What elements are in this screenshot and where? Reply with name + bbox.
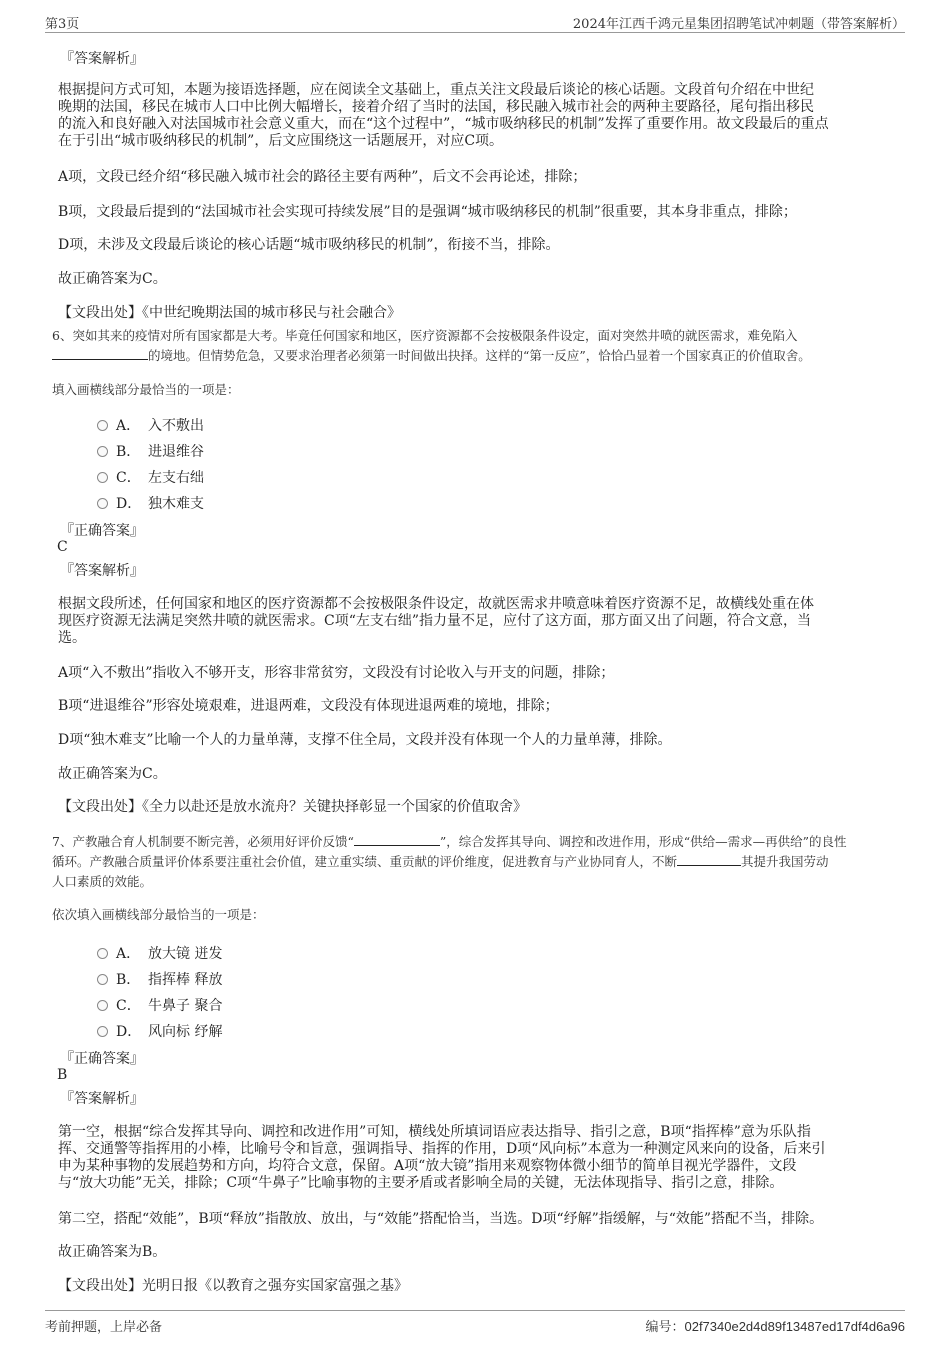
answer-value: B (57, 1067, 68, 1083)
analysis-label: 『答案解析』 (60, 563, 144, 579)
option-d[interactable]: D． 风向标 纾解 (97, 1021, 222, 1041)
footer-slogan: 考前押题，上岸必备 (45, 1320, 163, 1335)
question-prompt: 填入画横线部分最恰当的一项是： (52, 382, 240, 397)
question-prompt: 依次填入画横线部分最恰当的一项是： (52, 907, 265, 922)
radio-icon[interactable] (97, 974, 108, 985)
analysis-line: 的流入和良好融入对法国城市社会意义重大，而在“这个过程中”，“城市吸纳移民的机制”发挥了重要作用。故文段最后的重点 (58, 116, 829, 132)
question-stem: 7、产教融合育人机制要不断完善，必须用好评价反馈“ ”，综合发挥其导向、调控和改进作用，形成“供给—需求—再供给”的良性 (52, 834, 847, 849)
fill-blank (677, 853, 741, 866)
question-stem: 6、突如其来的疫情对所有国家都是大考。毕竟任何国家和地区，医疗资源都不会按极限条件设定，面对突然井喷的就医需求，难免陷入 (52, 328, 798, 343)
analysis-line: 挥、交通警等指挥用的小棒，比喻号令和旨意，强调指导、指挥的作用，D项“风向标”本意为一种测定风来向的设备，后来引 (58, 1141, 826, 1157)
analysis-line: 选。 (58, 630, 86, 646)
analysis-line: 与“放大功能”无关，排除；C项“牛鼻子”比喻事物的主要矛盾或者影响全局的关键，无法体现指导、指引之意，排除。 (58, 1175, 784, 1191)
document-title: 2024年江西千鸿元星集团招聘笔试冲刺题（带答案解析） (572, 17, 905, 32)
analysis-label: 『答案解析』 (60, 51, 144, 67)
conclusion: 故正确答案为B。 (58, 1244, 167, 1260)
analysis-line: 第二空，搭配“效能”，B项“释放”指散放、放出，与“效能”搭配恰当，当选。D项“纾解”指缓解，与“效能”搭配不当，排除。 (58, 1211, 824, 1227)
option-b[interactable]: B． 进退维谷 (97, 441, 204, 461)
option-a[interactable]: A． 入不敷出 (97, 415, 204, 435)
page-number: 第3页 (45, 17, 80, 32)
fill-blank (52, 347, 148, 360)
radio-icon[interactable] (97, 948, 108, 959)
source: 【文段出处】《中世纪晚期法国的城市移民与社会融合》 (58, 305, 401, 321)
radio-icon[interactable] (97, 472, 108, 483)
option-a[interactable]: A． 放大镜 迸发 (97, 943, 222, 963)
analysis-option-d: D项，未涉及文段最后谈论的核心话题“城市吸纳移民的机制”，衔接不当，排除。 (58, 237, 560, 253)
analysis-label: 『答案解析』 (60, 1091, 144, 1107)
analysis-option-b: B项，文段最后提到的“法国城市社会实现可持续发展”目的是强调“城市吸纳移民的机制”很重要，其本身非重点，排除； (58, 204, 797, 220)
source: 【文段出处】光明日报《以教育之强夯实国家富强之基》 (58, 1278, 408, 1294)
analysis-option-a: A项“入不敷出”指收入不够开支，形容非常贫穷，文段没有讨论收入与开支的问题，排除； (58, 665, 615, 681)
source: 【文段出处】《全力以赴还是放水流舟？关键抉择彰显一个国家的价值取舍》 (58, 799, 527, 815)
radio-icon[interactable] (97, 1000, 108, 1011)
question-stem: 的境地。但情势危急，又要求治理者必须第一时间做出抉择。这样的“第一反应”，恰恰凸显着一个国家真正的价值取舍。 (52, 346, 811, 366)
page-footer (45, 1310, 905, 1337)
option-c[interactable]: C． 左支右绌 (97, 467, 204, 487)
analysis-line: 晚期的法国，移民在城市人口中比例大幅增长，接着介绍了当时的法国，移民融入城市社会的两种主要路径，尾句指出移民 (58, 99, 814, 115)
document-code: 编号：02f7340e2d4d89f13487ed17df4d6a96 (645, 1319, 905, 1335)
analysis-line: 现医疗资源无法满足突然井喷的就医需求。C项“左支右绌”指力量不足，应付了这方面，那方面又出了问题，符合文意，当 (58, 613, 812, 629)
radio-icon[interactable] (97, 498, 108, 509)
option-c[interactable]: C． 牛鼻子 聚合 (97, 995, 222, 1015)
question-stem: 人口素质的效能。 (52, 874, 153, 889)
analysis-option-d: D项“独木难支”比喻一个人的力量单薄，支撑不住全局，文段并没有体现一个人的力量单薄，排除。 (58, 732, 672, 748)
radio-icon[interactable] (97, 420, 108, 431)
fill-blank (354, 833, 440, 846)
radio-icon[interactable] (97, 1026, 108, 1037)
analysis-line: 根据文段所述，任何国家和地区的医疗资源都不会按极限条件设定，故就医需求井喷意味着医疗资源不足，故横线处重在体 (58, 596, 814, 612)
radio-icon[interactable] (97, 446, 108, 457)
page-header (45, 10, 905, 33)
analysis-option-b: B项“进退维谷”形容处境艰难，进退两难，文段没有体现进退两难的境地，排除； (58, 698, 559, 714)
answer-label: 『正确答案』 (60, 1051, 144, 1067)
analysis-line: 在于引出“城市吸纳移民的机制”，后文应围绕这一话题展开，对应C项。 (58, 133, 504, 149)
conclusion: 故正确答案为C。 (58, 271, 167, 287)
analysis-line: 第一空，根据“综合发挥其导向、调控和改进作用”可知，横线处所填词语应表达指导、指引之意，B项“指挥棒”意为乐队指 (58, 1124, 811, 1140)
option-b[interactable]: B． 指挥棒 释放 (97, 969, 222, 989)
analysis-option-a: A项，文段已经介绍“移民融入城市社会的路径主要有两种”，后文不会再论述，排除； (58, 169, 587, 185)
question-stem: 循环。产教融合质量评价体系要注重社会价值，建立重实绩、重贡献的评价维度，促进教育与产业协同育人，不断 其提升我国劳动 (52, 854, 829, 869)
answer-value: C (57, 539, 68, 555)
analysis-line: 申为某种事物的发展趋势和方向，均符合文意，保留。A项“放大镜”指用来观察物体微小细节的简单目视光学器件，文段 (58, 1158, 797, 1174)
conclusion: 故正确答案为C。 (58, 766, 167, 782)
analysis-line: 根据提问方式可知，本题为接语选择题，应在阅读全文基础上，重点关注文段最后谈论的核心话题。文段首句介绍在中世纪 (58, 82, 814, 98)
option-d[interactable]: D． 独木难支 (97, 493, 204, 513)
answer-label: 『正确答案』 (60, 523, 144, 539)
